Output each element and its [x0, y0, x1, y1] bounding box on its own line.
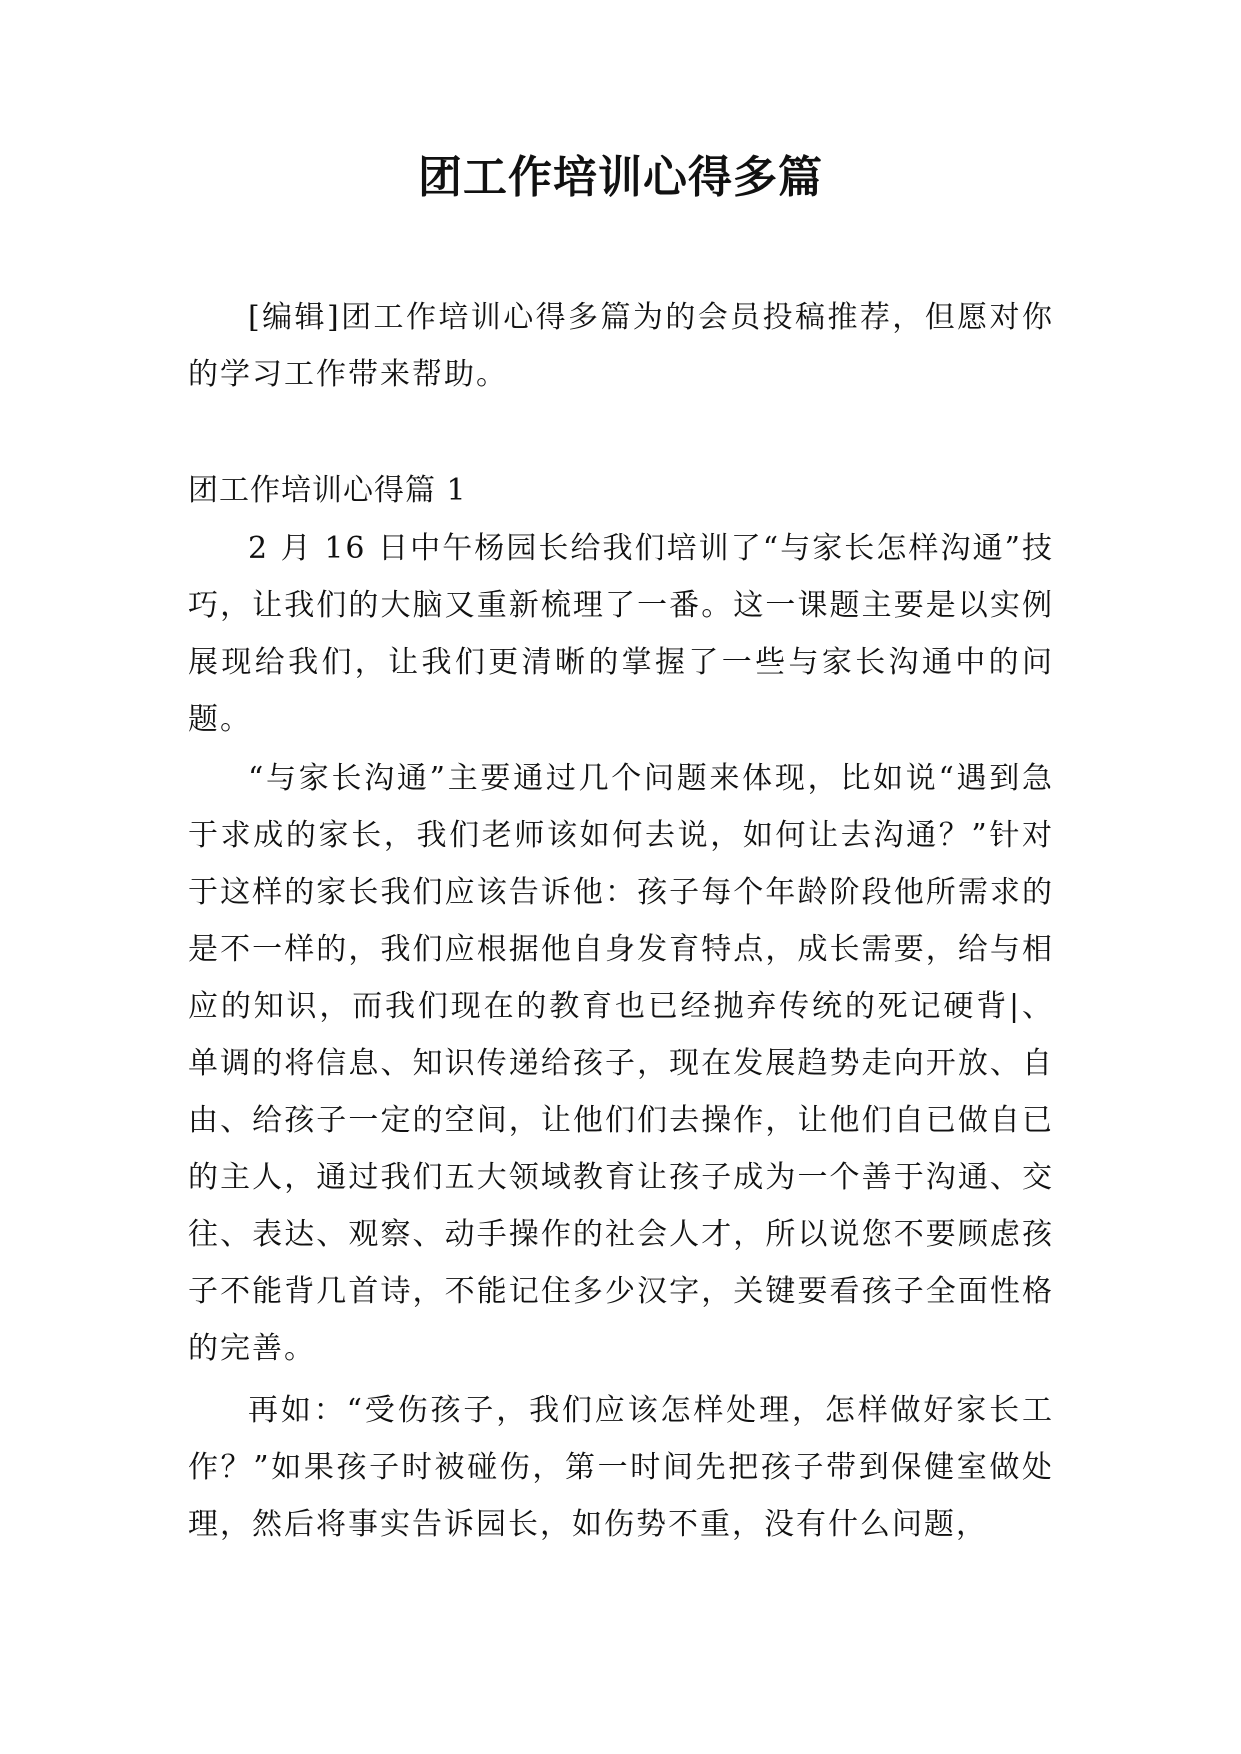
section-heading: 团工作培训心得篇 1	[188, 473, 467, 508]
body-paragraph: “与家长沟通”主要通过几个问题来体现，比如说“遇到急于求成的家长，我们老师该如何去说，如何让去沟通？”针对于这样的家长我们应该告诉他：孩子每个年龄阶段他所需求的是不一样的，我们应根据他自身发育特点，成长需要，给与相应的知识，而我们现在的教育也已经抛弃传统的死记硬背|、单调的将信息、知识传递给孩子，现在发展趋势走向开放、自由、给孩子一定的空间，让他们们去操作，让他们自已做自已的主人，通过我们五大领域教育让孩子成为一个善于沟通、交往、表达、观察、动手操作的社会人才，所以说您不要顾虑孩子不能背几首诗，不能记住多少汉字，关键要看孩子全面性格的完善。	[188, 761, 1054, 1366]
body-paragraph: 2 月 16 日中午杨园长给我们培训了“与家长怎样沟通”技巧，让我们的大脑又重新梳理了一番。这一课题主要是以实例展现给我们，让我们更清晰的掌握了一些与家长沟通中的问题。	[188, 531, 1054, 737]
intro-paragraph: [编辑]团工作培训心得多篇为的会员投稿推荐，但愿对你的学习工作带来帮助。	[188, 300, 1054, 392]
body-paragraph: 再如：“受伤孩子，我们应该怎样处理，怎样做好家长工作？”如果孩子时被碰伤，第一时间先把孩子带到保健室做处理，然后将事实告诉园长，如伤势不重，没有什么问题，	[188, 1393, 1054, 1542]
document-title: 团工作培训心得多篇	[418, 152, 823, 203]
